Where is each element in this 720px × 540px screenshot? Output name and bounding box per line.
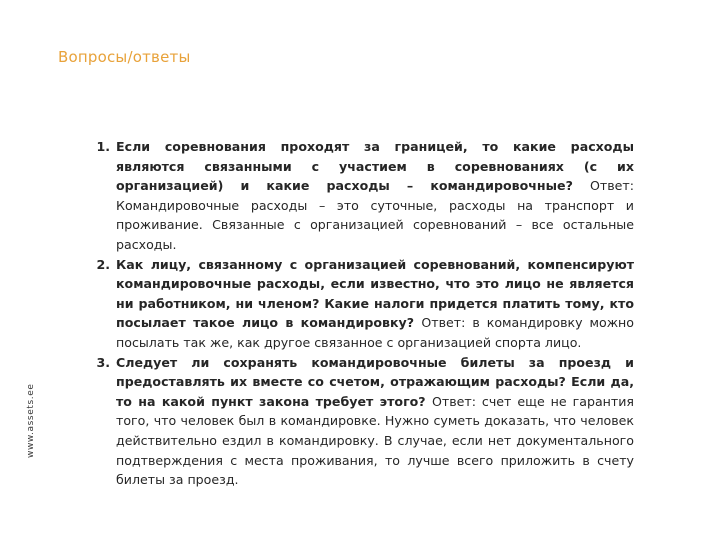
item-number: 3. <box>96 354 110 370</box>
side-url-text: www.assets.ee <box>26 383 36 458</box>
qa-list <box>82 137 634 490</box>
page-title: Вопросы/ответы <box>58 48 191 66</box>
question-text: Если соревнования проходят за границей, то какие расходы являются связанными с участием в соревнованиях (с их организацией) и какие расходы – командировочные? <box>116 139 634 194</box>
item-number: 1. <box>96 139 110 154</box>
answer-text: Ответ: в командировку можно посылать так же, как другое связанное с организацией спорта лицо. <box>116 315 635 350</box>
answer-text: Ответ: Командировочные расходы – это суточные, расходы на транспорт и проживание. Связанные с организацией соревнований – все остальные расходы. <box>116 178 634 252</box>
list-item <box>82 353 634 490</box>
list-item <box>82 137 634 255</box>
answer-text: Ответ: счет еще не гарантия того, что человек был в командировке. Нужно суметь доказать, что человек действительно ездил в командировку. В случае, если нет документального подтверждения с места проживания, то лучше всего приложить в счету билеты за проезд. <box>116 393 634 488</box>
list-item <box>82 255 634 353</box>
question-text: Следует ли сохранять командировочные билеты за проезд и предоставлять их вместе со счетом, отражающим расходы? Если да, то на какой пункт закона требует этого? <box>116 354 634 409</box>
question-text: Как лицу, связанному с организацией соревнований, компенсируют командировочные расходы, если известно, что это лицо не является ни работником, ни членом? Какие налоги придется платить тому, кто посылает такое лицо в командировку? <box>116 256 634 331</box>
item-number: 2. <box>96 256 110 272</box>
